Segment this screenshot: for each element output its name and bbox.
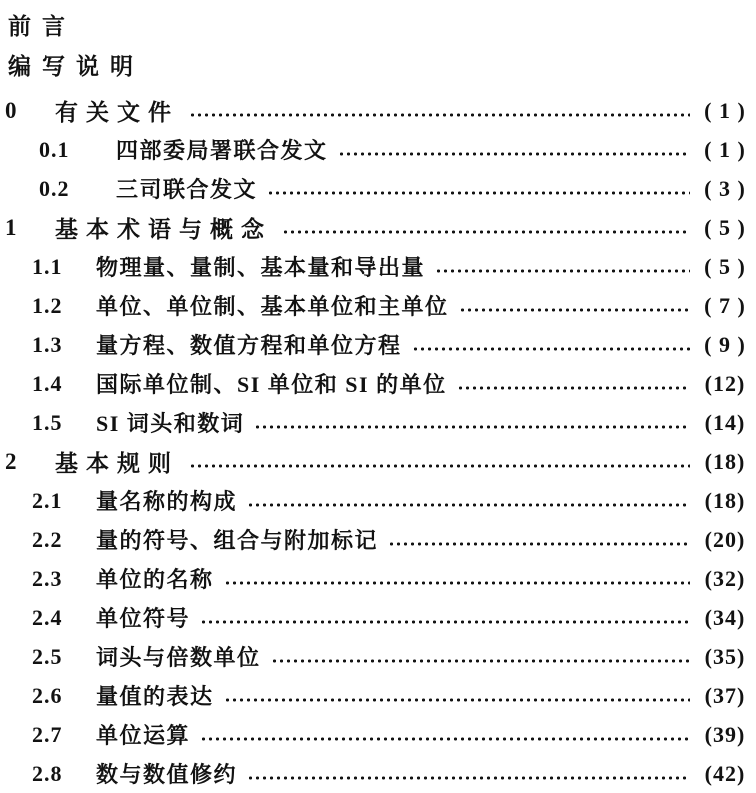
dot-leader [224, 577, 690, 589]
toc-entry-page: (34) [704, 604, 746, 630]
toc-entry-page: (39) [704, 721, 746, 747]
toc-entry-page: (14) [704, 409, 746, 435]
dot-leader [338, 148, 690, 160]
dot-leader [282, 226, 690, 238]
toc-entry-number: 1.2 [32, 292, 63, 318]
toc-entry-number: 1.3 [32, 331, 63, 357]
toc-entry-page: (18) [704, 448, 746, 474]
toc-entry [2, 325, 752, 364]
toc-entry [2, 637, 752, 676]
toc-entry-number: 2.5 [32, 643, 63, 669]
toc-entry-title: 基本术语与概念 [55, 217, 272, 242]
dot-leader [224, 694, 690, 706]
toc-entry [2, 715, 752, 754]
toc-entry-title: 量值的表达 [96, 684, 214, 709]
front-matter-item [2, 44, 752, 84]
toc-list [2, 91, 752, 793]
front-matter-title: 前言 [8, 13, 76, 39]
toc-entry-title: 物理量、量制、基本量和导出量 [96, 255, 426, 280]
toc-entry-number: 0.1 [39, 136, 70, 162]
toc-entry-number: 1 [5, 214, 18, 240]
toc-entry-page: (32) [704, 565, 746, 591]
toc-entry-number: 1.1 [32, 253, 63, 279]
toc-entry-page: (12) [704, 370, 746, 396]
toc-entry [2, 208, 752, 247]
toc-entry-number: 2.4 [32, 604, 63, 630]
dot-leader [247, 499, 690, 511]
toc-entry-number: 2.7 [32, 721, 63, 747]
toc-entry-number: 1.4 [32, 370, 63, 396]
toc-entry-title: 国际单位制、SI 单位和 SI 的单位 [96, 372, 447, 397]
toc-entry [2, 169, 752, 208]
toc-entry-title: 三司联合发文 [116, 177, 258, 202]
dot-leader [412, 343, 690, 355]
dot-leader [271, 655, 690, 667]
toc-entry-title: 有关文件 [55, 100, 179, 125]
dot-leader [435, 265, 690, 277]
toc-entry-number: 2.1 [32, 487, 63, 513]
toc-entry-title: 量的符号、组合与附加标记 [96, 528, 379, 553]
toc-entry-page: ( 5 ) [704, 253, 746, 279]
toc-entry-page: ( 1 ) [704, 97, 746, 123]
front-matter-item [2, 4, 752, 44]
toc-entry [2, 598, 752, 637]
toc-entry [2, 403, 752, 442]
toc-entry [2, 481, 752, 520]
dot-leader [189, 109, 690, 121]
toc-entry-title: 词头与倍数单位 [96, 645, 261, 670]
toc-entry-page: (20) [704, 526, 746, 552]
toc-entry [2, 442, 752, 481]
toc-entry [2, 364, 752, 403]
toc-entry-title: 数与数值修约 [96, 762, 238, 787]
front-matter-title: 编写说明 [8, 53, 144, 79]
toc-entry-page: ( 3 ) [704, 175, 746, 201]
dot-leader [457, 382, 690, 394]
toc-entry-title: 四部委局署联合发文 [116, 138, 328, 163]
toc-entry [2, 130, 752, 169]
toc-entry-title: 单位运算 [96, 723, 191, 748]
toc-entry-title: 单位符号 [96, 606, 191, 631]
toc-entry-number: 2.3 [32, 565, 63, 591]
toc-entry-page: ( 9 ) [704, 331, 746, 357]
toc-entry-number: 2.6 [32, 682, 63, 708]
toc-entry-number: 0 [5, 97, 18, 123]
toc-entry-title: SI 词头和数词 [96, 411, 245, 436]
toc-entry-number: 2.8 [32, 760, 63, 786]
toc-entry-number: 2.2 [32, 526, 63, 552]
dot-leader [254, 421, 690, 433]
toc-entry-page: ( 1 ) [704, 136, 746, 162]
dot-leader [388, 538, 690, 550]
toc-entry-title: 单位的名称 [96, 567, 214, 592]
toc-entry-number: 1.5 [32, 409, 63, 435]
toc-entry-number: 2 [5, 448, 18, 474]
toc-entry [2, 520, 752, 559]
dot-leader [189, 460, 690, 472]
toc-entry-page: (35) [704, 643, 746, 669]
dot-leader [247, 772, 690, 784]
front-matter [2, 4, 752, 84]
toc-entry-page: ( 5 ) [704, 214, 746, 240]
toc-entry-page: (18) [704, 487, 746, 513]
toc-entry [2, 559, 752, 598]
toc-entry [2, 247, 752, 286]
toc-entry-page: (42) [704, 760, 746, 786]
toc-entry-title: 量方程、数值方程和单位方程 [96, 333, 402, 358]
dot-leader [200, 733, 690, 745]
toc-entry-title: 量名称的构成 [96, 489, 238, 514]
toc-entry [2, 754, 752, 793]
toc-entry-title: 单位、单位制、基本单位和主单位 [96, 294, 449, 319]
dot-leader [459, 304, 690, 316]
dot-leader [200, 616, 690, 628]
toc-entry [2, 676, 752, 715]
toc-entry-page: (37) [704, 682, 746, 708]
toc-entry-title: 基本规则 [55, 451, 179, 476]
toc-entry-page: ( 7 ) [704, 292, 746, 318]
toc-entry [2, 286, 752, 325]
toc-entry [2, 91, 752, 130]
toc-entry-number: 0.2 [39, 175, 70, 201]
dot-leader [267, 187, 690, 199]
